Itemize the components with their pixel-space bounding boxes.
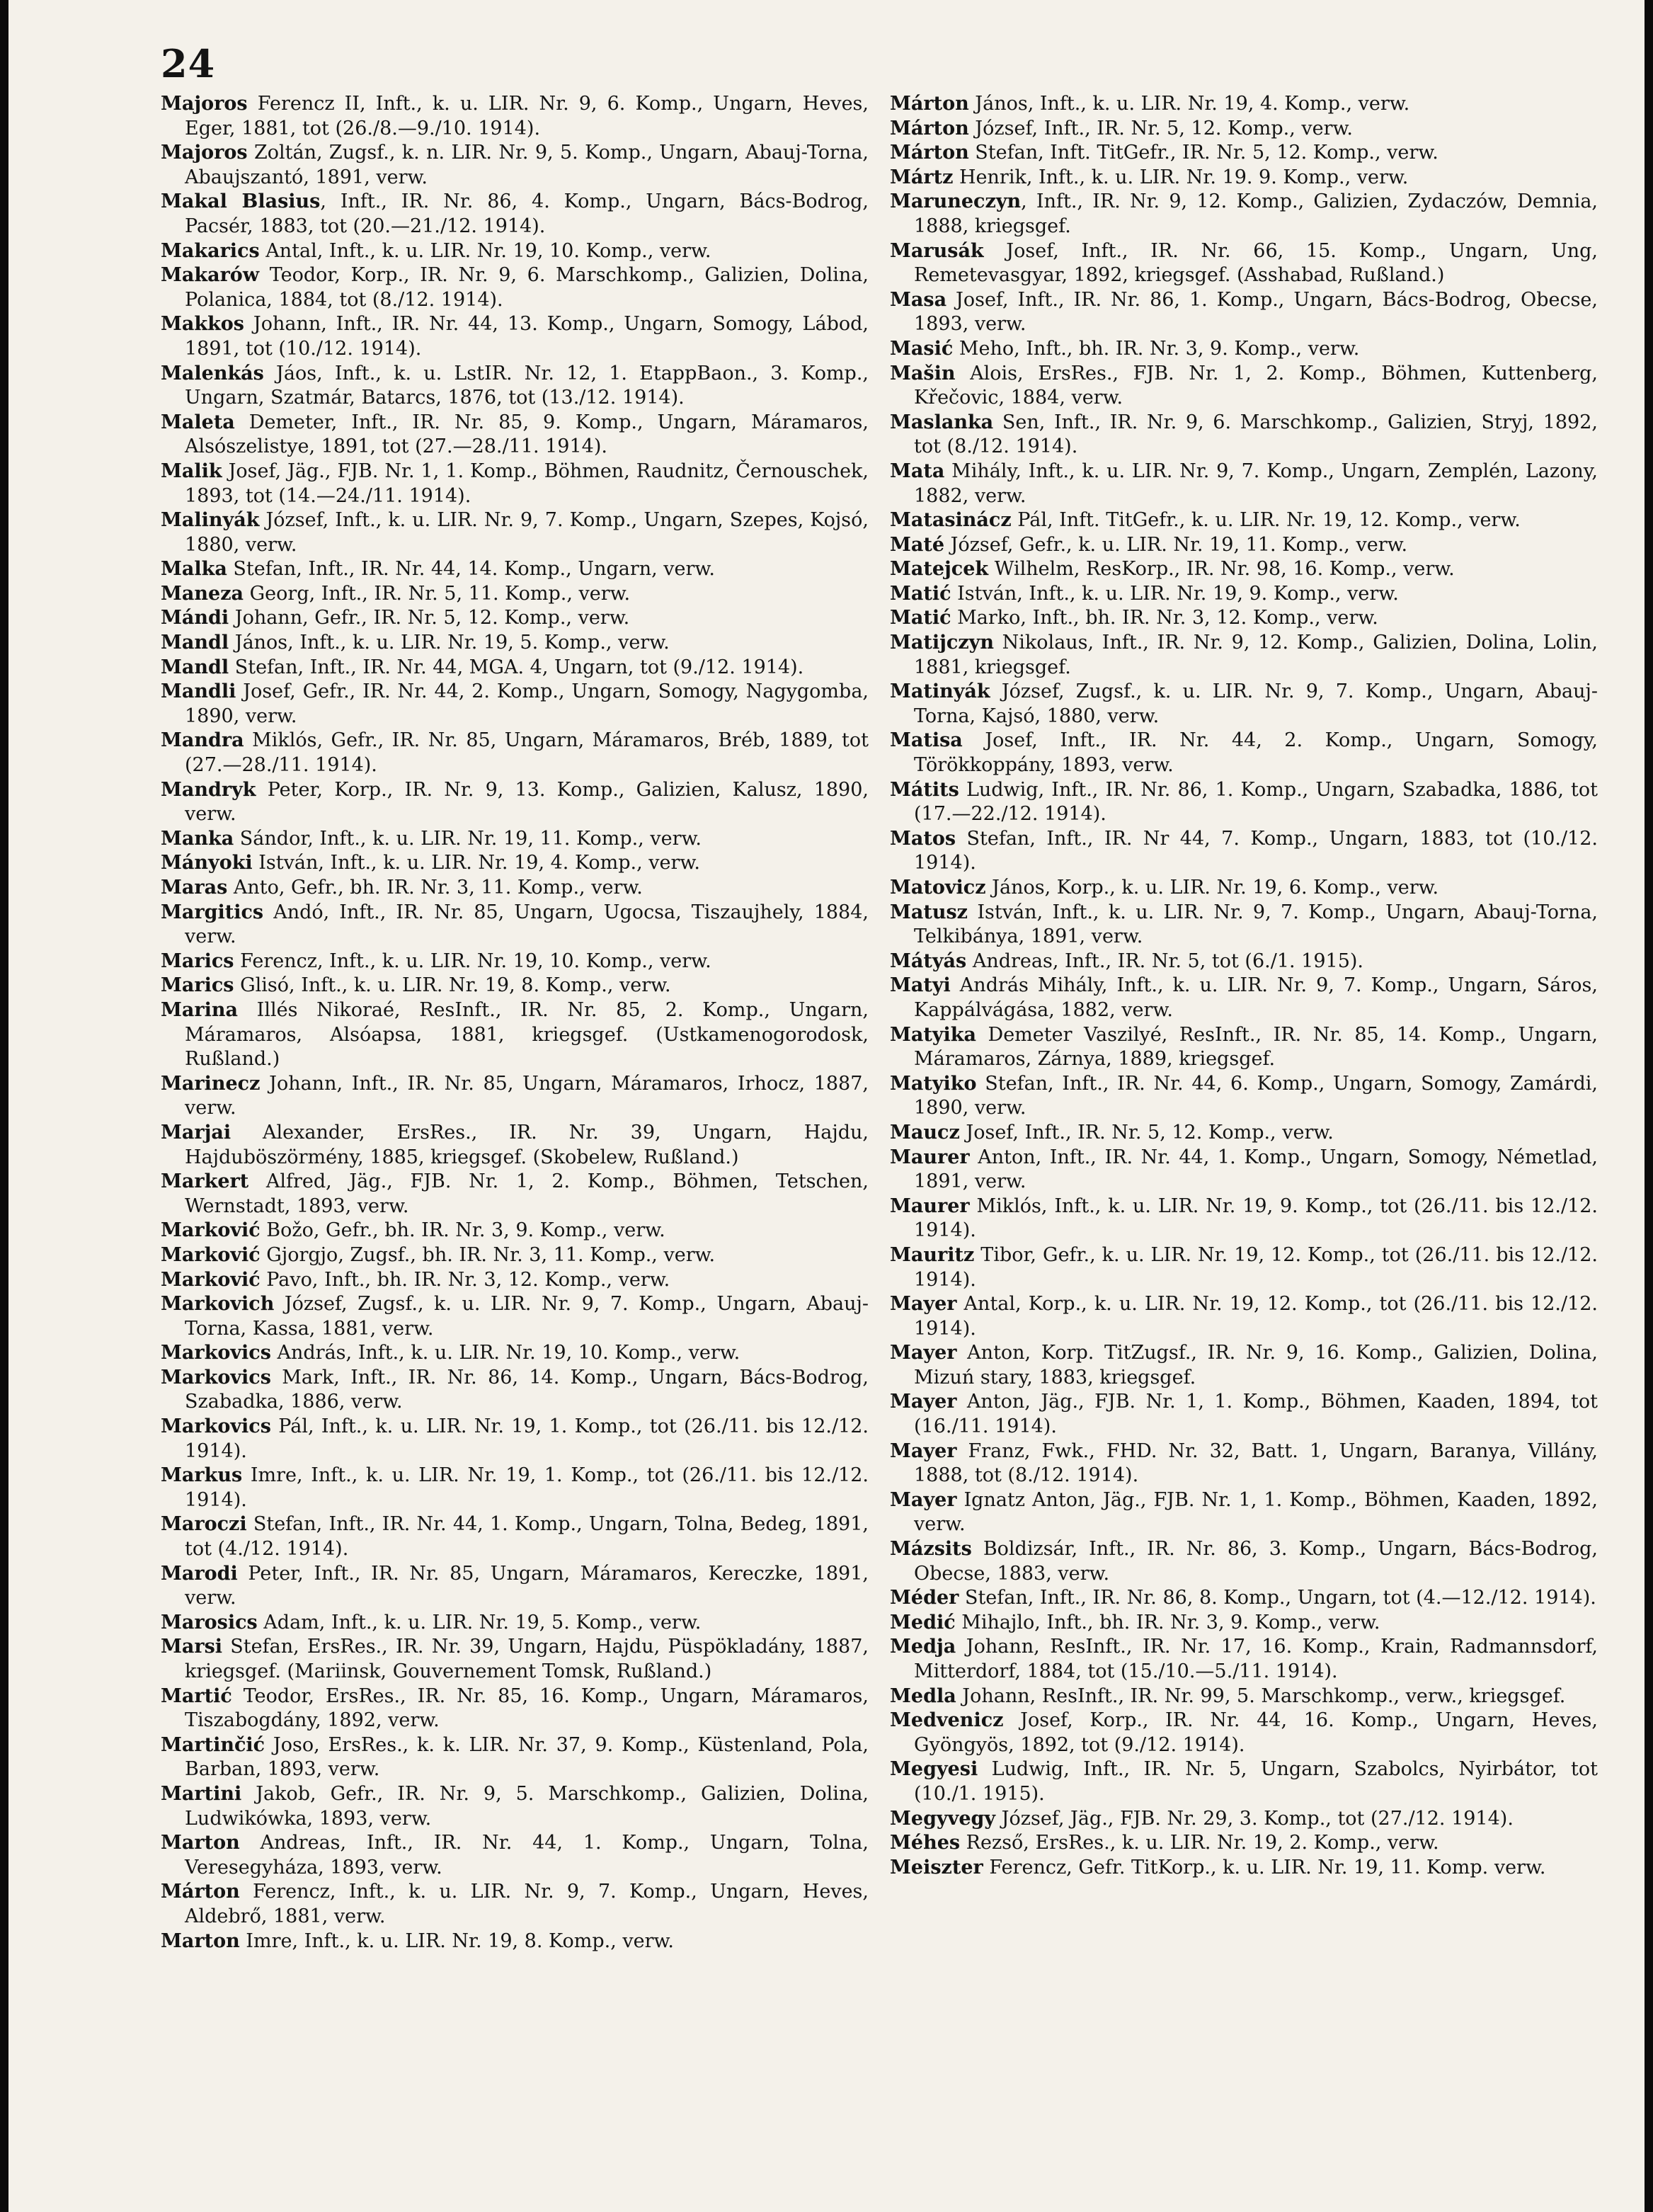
register-entry — [161, 901, 869, 950]
register-entry — [890, 778, 1598, 827]
register-entry — [161, 1733, 869, 1782]
entry-details: Teodor, ErsRes., IR. Nr. 85, 16. Komp., Ungarn, Máramaros, Tiszabogdány, 1892, verw. — [185, 1684, 869, 1732]
entry-surname: Marosics — [161, 1611, 258, 1634]
register-entry — [890, 1757, 1598, 1806]
register-entry — [890, 337, 1598, 362]
entry-details: Stefan, Inft., IR. Nr 44, 7. Komp., Ungarn, 1883, tot (10./12. 1914). — [914, 827, 1598, 874]
entry-details: Johann, ResInft., IR. Nr. 17, 16. Komp., Krain, Radmannsdorf, Mitterdorf, 1884, tot (15./10.—5./11. 1914). — [914, 1636, 1598, 1682]
entry-details: János, Korp., k. u. LIR. Nr. 19, 6. Komp., verw. — [985, 877, 1439, 899]
entry-details: Franz, Fwk., FHD. Nr. 32, Batt. 1, Ungarn, Baranya, Villány, 1888, tot (8./12. 1914). — [914, 1439, 1598, 1487]
entry-surname: Marina — [161, 998, 238, 1021]
entry-surname: Mayer — [890, 1439, 957, 1462]
register-entry — [161, 729, 869, 777]
entry-surname: Méder — [890, 1587, 959, 1609]
register-entry — [890, 1586, 1598, 1611]
register-entry — [890, 1243, 1598, 1292]
entry-surname: Matejcek — [890, 558, 989, 581]
entry-surname: Marics — [161, 974, 234, 997]
entry-surname: Malinyák — [161, 509, 260, 532]
entry-details: Rezső, ErsRes., k. u. LIR. Nr. 19, 2. Komp., verw. — [960, 1832, 1439, 1854]
entry-details: Gjorgjo, Zugsf., bh. IR. Nr. 3, 11. Komp., verw. — [260, 1243, 716, 1266]
register-entry — [161, 631, 869, 656]
entry-details: Illés Nikoraé, ResInft., IR. Nr. 85, 2. Komp., Ungarn, Máramaros, Alsóapsa, 1881, kriegsgef. (Ustkamenogorodosk, Rußland.) — [185, 998, 869, 1071]
entry-surname: Markovics — [161, 1366, 271, 1389]
entry-surname: Márton — [161, 1881, 240, 1903]
register-entry — [890, 362, 1598, 411]
entry-details: Wilhelm, ResKorp., IR. Nr. 98, 16. Komp., verw. — [988, 558, 1455, 581]
entry-details: Sándor, Inft., k. u. LIR. Nr. 19, 11. Komp., verw. — [234, 827, 702, 850]
register-entry — [890, 1121, 1598, 1146]
register-entry — [161, 1611, 869, 1636]
entry-surname: Martinčić — [161, 1733, 265, 1756]
register-entry — [161, 1880, 869, 1929]
entry-details: Miklós, Gefr., IR. Nr. 85, Ungarn, Máramaros, Bréb, 1889, tot (27.—28./11. 1914). — [185, 729, 869, 777]
register-entry — [161, 190, 869, 239]
entry-details: Imre, Inft., k. u. LIR. Nr. 19, 1. Komp., tot (26./11. bis 12./12. 1914). — [185, 1464, 869, 1511]
entry-surname: Mátits — [890, 778, 959, 801]
entry-surname: Makal Blasius — [161, 190, 321, 213]
entry-details: József, Inft., k. u. LIR. Nr. 9, 7. Komp., Ungarn, Szepes, Kojsó, 1880, verw. — [185, 509, 869, 556]
entry-details: Ludwig, Inft., IR. Nr. 86, 1. Komp., Ungarn, Szabadka, 1886, tot (17.—22./12. 1914). — [914, 778, 1598, 826]
entry-surname: Matinyák — [890, 680, 990, 703]
entry-details: , Inft., IR. Nr. 9, 12. Komp., Galizien, Zydaczów, Demnia, 1888, kriegsgef. — [914, 190, 1598, 237]
register-entry — [161, 606, 869, 631]
entry-surname: Mayer — [890, 1391, 957, 1413]
entry-details: Tibor, Gefr., k. u. LIR. Nr. 19, 12. Komp., tot (26./11. bis 12./12. 1914). — [914, 1243, 1598, 1291]
entry-surname: Mázsits — [890, 1538, 972, 1561]
register-entry — [890, 1146, 1598, 1195]
entry-details: Ferencz, Gefr. TitKorp., k. u. LIR. Nr. 19, 11. Komp. verw. — [983, 1856, 1546, 1879]
entry-details: István, Inft., k. u. LIR. Nr. 19, 4. Komp., verw. — [252, 852, 700, 874]
entry-surname: Mandl — [161, 656, 229, 678]
entry-surname: Malenkás — [161, 362, 264, 384]
register-entry — [161, 851, 869, 876]
entry-surname: Matasinácz — [890, 509, 1012, 532]
register-entry — [890, 680, 1598, 729]
entry-details: Stefan, Inft., IR. Nr. 44, 6. Komp., Ungarn, Somogy, Zamárdi, 1890, verw. — [914, 1072, 1598, 1119]
register-entry — [161, 998, 869, 1072]
entry-surname: Maroczi — [161, 1513, 247, 1536]
register-entry — [161, 1831, 869, 1880]
entry-surname: Marković — [161, 1243, 261, 1266]
entry-details: Mihajlo, Inft., bh. IR. Nr. 3, 9. Komp., verw. — [955, 1611, 1380, 1634]
entry-surname: Mandra — [161, 729, 244, 752]
entry-details: János, Inft., k. u. LIR. Nr. 19, 5. Komp., verw. — [229, 632, 670, 654]
entry-details: Josef, Inft., IR. Nr. 66, 15. Komp., Ungarn, Ung, Remetevasgyar, 1892, kriegsgef. (Asshabad, Rußland.) — [914, 239, 1598, 287]
entry-details: Antal, Korp., k. u. LIR. Nr. 19, 12. Komp., tot (26./11. bis 12./12. 1914). — [914, 1293, 1598, 1340]
left-column — [161, 92, 869, 1954]
entry-surname: Matisa — [890, 729, 963, 752]
entry-details: Johann, ResInft., IR. Nr. 99, 5. Marschkomp., verw., kriegsgef. — [956, 1684, 1566, 1707]
entry-details: Stefan, Inft., IR. Nr. 44, 1. Komp., Ungarn, Tolna, Bedeg, 1891, tot (4./12. 1914). — [185, 1513, 869, 1561]
register-entry — [161, 876, 869, 901]
entry-surname: Maurer — [890, 1146, 970, 1168]
entry-details: Josef, Jäg., FJB. Nr. 1, 1. Komp., Böhmen, Raudnitz, Černouschek, 1893, tot (14.—24./11. 1914). — [185, 460, 869, 507]
entry-details: István, Inft., k. u. LIR. Nr. 9, 7. Komp., Ungarn, Abauj-Torna, Telkibánya, 1891, verw. — [914, 901, 1598, 948]
entry-surname: Márton — [890, 93, 969, 115]
entry-details: Stefan, ErsRes., IR. Nr. 39, Ungarn, Hajdu, Püspökladány, 1887, kriegsgef. (Mariinsk, Gouvernement Tomsk, Rußland.) — [185, 1636, 869, 1682]
register-entry — [161, 92, 869, 141]
register-entry — [890, 1684, 1598, 1709]
entry-surname: Mandl — [161, 632, 229, 654]
register-entry — [161, 1170, 869, 1219]
register-entry — [890, 729, 1598, 777]
entry-surname: Marinecz — [161, 1072, 261, 1095]
entry-details: Alexander, ErsRes., IR. Nr. 39, Ungarn, Hajdu, Hajduböszörmény, 1885, kriegsgef. (Skobelew, Rußland.) — [185, 1121, 869, 1168]
entry-details: Marko, Inft., bh. IR. Nr. 3, 12. Komp., verw. — [951, 607, 1378, 629]
entry-surname: Mayer — [890, 1342, 957, 1364]
entry-surname: Markovics — [161, 1415, 271, 1438]
entry-surname: Mašin — [890, 362, 956, 384]
entry-surname: Makarów — [161, 264, 260, 287]
entry-details: Henrik, Inft., k. u. LIR. Nr. 19. 9. Komp., verw. — [953, 166, 1409, 188]
right-column — [890, 92, 1598, 1880]
entry-details: Andreas, Inft., IR. Nr. 44, 1. Komp., Ungarn, Tolna, Veresegyháza, 1893, verw. — [185, 1832, 869, 1879]
entry-details: Jáos, Inft., k. u. LstIR. Nr. 12, 1. EtappBaon., 3. Komp., Ungarn, Szatmár, Batarcs, 1876, tot (13./12. 1914). — [185, 362, 869, 409]
register-entry — [890, 901, 1598, 950]
entry-details: Jakob, Gefr., IR. Nr. 9, 5. Marschkomp., Galizien, Dolina, Ludwikówka, 1893, verw. — [185, 1782, 869, 1830]
entry-surname: Medić — [890, 1611, 956, 1634]
entry-surname: Márton — [890, 117, 969, 139]
entry-surname: Marusák — [890, 239, 984, 262]
entry-details: Johann, Gefr., IR. Nr. 5, 12. Komp., verw. — [229, 607, 630, 629]
entry-details: Anton, Inft., IR. Nr. 44, 1. Komp., Ungarn, Somogy, Németlad, 1891, verw. — [914, 1146, 1598, 1193]
entry-details: Josef, Gefr., IR. Nr. 44, 2. Komp., Ungarn, Somogy, Nagygomba, 1890, verw. — [185, 680, 869, 727]
entry-details: Glisó, Inft., k. u. LIR. Nr. 19, 8. Komp., verw. — [234, 974, 671, 997]
entry-surname: Malik — [161, 460, 222, 482]
entry-details: Andó, Inft., IR. Nr. 85, Ungarn, Ugocsa, Tiszaujhely, 1884, verw. — [185, 901, 869, 948]
entry-details: Ferencz II, Inft., k. u. LIR. Nr. 9, 6. Komp., Ungarn, Heves, Eger, 1881, tot (26./8.—9./10. 1914). — [185, 93, 869, 139]
entry-details: Meho, Inft., bh. IR. Nr. 3, 9. Komp., verw. — [953, 337, 1360, 360]
entry-surname: Maurer — [890, 1195, 970, 1217]
register-entry — [161, 1562, 869, 1611]
entry-surname: Matovicz — [890, 877, 986, 899]
register-entry — [161, 1341, 869, 1366]
entry-details: Demeter Vaszilyé, ResInft., IR. Nr. 85, 14. Komp., Ungarn, Máramaros, Zárnya, 1889, kriegsgef. — [914, 1023, 1598, 1071]
entry-details: Peter, Inft., IR. Nr. 85, Ungarn, Máramaros, Kereczke, 1891, verw. — [185, 1562, 869, 1609]
entry-details: József, Gefr., k. u. LIR. Nr. 19, 11. Komp., verw. — [944, 533, 1408, 556]
entry-details: Ignatz Anton, Jäg., FJB. Nr. 1, 1. Komp., Böhmen, Kaaden, 1892, verw. — [914, 1488, 1598, 1536]
register-entry — [890, 582, 1598, 607]
entry-details: Pavo, Inft., bh. IR. Nr. 3, 12. Komp., verw. — [260, 1268, 670, 1291]
entry-details: József, Zugsf., k. u. LIR. Nr. 9, 7. Komp., Ungarn, Abauj-Torna, Kassa, 1881, verw. — [185, 1293, 869, 1340]
register-entry — [161, 411, 869, 460]
entry-surname: Mátyás — [890, 950, 967, 972]
register-entry — [890, 411, 1598, 460]
entry-surname: Masa — [890, 288, 947, 311]
register-entry — [161, 1929, 869, 1954]
entry-surname: Matyiko — [890, 1072, 977, 1095]
register-entry — [161, 1415, 869, 1464]
register-entry — [890, 190, 1598, 239]
entry-surname: Maruneczyn — [890, 190, 1022, 213]
register-entry — [161, 1243, 869, 1268]
entry-surname: Makkos — [161, 313, 245, 336]
entry-surname: Matos — [890, 827, 956, 850]
register-entry — [161, 582, 869, 607]
entry-details: Peter, Korp., IR. Nr. 9, 13. Komp., Galizien, Kalusz, 1890, verw. — [185, 778, 869, 826]
entry-surname: Markert — [161, 1170, 249, 1193]
register-entry — [890, 1195, 1598, 1243]
register-entry — [890, 974, 1598, 1022]
entry-details: Pál, Inft. TitGefr., k. u. LIR. Nr. 19, 12. Komp., verw. — [1011, 509, 1521, 532]
entry-surname: Maneza — [161, 582, 244, 605]
entry-details: Adam, Inft., k. u. LIR. Nr. 19, 5. Komp., verw. — [257, 1611, 702, 1634]
register-entry — [890, 631, 1598, 680]
entry-details: Ferencz, Inft., k. u. LIR. Nr. 9, 7. Komp., Ungarn, Heves, Aldebrő, 1881, verw. — [185, 1881, 869, 1927]
entry-details: Stefan, Inft. TitGefr., IR. Nr. 5, 12. Komp., verw. — [968, 142, 1438, 164]
register-entry — [161, 362, 869, 411]
entry-surname: Mártz — [890, 166, 954, 188]
register-entry — [890, 557, 1598, 582]
register-entry — [890, 92, 1598, 117]
entry-surname: Mata — [890, 460, 945, 482]
entry-details: Ludwig, Inft., IR. Nr. 5, Ungarn, Szabolcs, Nyirbátor, tot (10./1. 1915). — [914, 1758, 1598, 1805]
register-entry — [161, 1464, 869, 1512]
entry-surname: Mauritz — [890, 1243, 975, 1266]
entry-surname: Malka — [161, 558, 227, 581]
entry-details: Miklós, Inft., k. u. LIR. Nr. 19, 9. Komp., tot (26./11. bis 12./12. 1914). — [914, 1195, 1598, 1242]
register-entry — [890, 827, 1598, 876]
register-entry — [890, 1831, 1598, 1856]
register-entry — [161, 1512, 869, 1561]
entry-surname: Matić — [890, 582, 951, 605]
entry-surname: Marsi — [161, 1636, 223, 1658]
register-entry — [890, 876, 1598, 901]
entry-details: Mihály, Inft., k. u. LIR. Nr. 9, 7. Komp., Ungarn, Zemplén, Lazony, 1882, verw. — [914, 460, 1598, 507]
entry-surname: Mayer — [890, 1488, 957, 1511]
entry-details: József, Jäg., FJB. Nr. 29, 3. Komp., tot (27./12. 1914). — [995, 1807, 1514, 1830]
entry-details: Stefan, Inft., IR. Nr. 44, 14. Komp., Ungarn, verw. — [227, 558, 715, 581]
entry-surname: Maslanka — [890, 411, 994, 433]
entry-details: Boldizsár, Inft., IR. Nr. 86, 3. Komp., Ungarn, Bács-Bodrog, Obecse, 1883, verw. — [914, 1538, 1598, 1585]
entry-surname: Mayer — [890, 1293, 957, 1316]
register-entry — [890, 1807, 1598, 1832]
register-entry — [161, 974, 869, 998]
entry-details: Anton, Korp. TitZugsf., IR. Nr. 9, 16. Komp., Galizien, Dolina, Mizuń stary, 1883, kriegsgef. — [914, 1342, 1598, 1389]
register-entry — [890, 1072, 1598, 1121]
entry-surname: Maras — [161, 877, 228, 899]
entry-surname: Martić — [161, 1684, 232, 1707]
register-entry — [890, 288, 1598, 337]
entry-details: Andreas, Inft., IR. Nr. 5, tot (6./1. 1915). — [966, 950, 1363, 972]
entry-details: Imre, Inft., k. u. LIR. Nr. 19, 8. Komp., verw. — [239, 1929, 674, 1952]
entry-surname: Medvenicz — [890, 1709, 1004, 1732]
entry-surname: Markovics — [161, 1342, 271, 1364]
entry-details: Johann, Inft., IR. Nr. 44, 13. Komp., Ungarn, Somogy, Lábod, 1891, tot (10./12. 1914). — [185, 313, 869, 360]
entry-surname: Megyvegy — [890, 1807, 996, 1830]
register-entry — [890, 1439, 1598, 1488]
entry-surname: Maleta — [161, 411, 235, 433]
entry-surname: Masić — [890, 337, 954, 360]
entry-surname: Méhes — [890, 1832, 961, 1854]
entry-surname: Marjai — [161, 1121, 231, 1144]
register-entry — [890, 508, 1598, 533]
register-entry — [161, 239, 869, 264]
register-entry — [890, 1856, 1598, 1881]
register-entry — [890, 1709, 1598, 1757]
entry-details: Johann, Inft., IR. Nr. 85, Ungarn, Máramaros, Irhocz, 1887, verw. — [185, 1072, 869, 1119]
entry-surname: Marton — [161, 1929, 240, 1952]
entry-details: Josef, Inft., IR. Nr. 86, 1. Komp., Ungarn, Bács-Bodrog, Obecse, 1893, verw. — [914, 288, 1598, 336]
entry-surname: Medla — [890, 1684, 956, 1707]
entry-surname: Margitics — [161, 901, 264, 923]
entry-details: Alois, ErsRes., FJB. Nr. 1, 2. Komp., Böhmen, Kuttenberg, Křečovic, 1884, verw. — [914, 362, 1598, 409]
entry-details: Pál, Inft., k. u. LIR. Nr. 19, 1. Komp., tot (26./11. bis 12./12. 1914). — [185, 1415, 869, 1462]
entry-details: János, Inft., k. u. LIR. Nr. 19, 4. Komp., verw. — [968, 93, 1410, 115]
entry-details: Sen, Inft., IR. Nr. 9, 6. Marschkomp., Galizien, Stryj, 1892, tot (8./12. 1914). — [914, 411, 1598, 458]
entry-surname: Makarics — [161, 239, 260, 262]
register-entry — [161, 1072, 869, 1121]
register-entry — [890, 117, 1598, 142]
entry-surname: Marton — [161, 1832, 240, 1854]
entry-details: Antal, Inft., k. u. LIR. Nr. 19, 10. Komp., verw. — [259, 239, 711, 262]
entry-surname: Marics — [161, 950, 234, 972]
entry-surname: Marković — [161, 1219, 261, 1242]
page-number: 24 — [161, 41, 216, 86]
entry-details: Anto, Gefr., bh. IR. Nr. 3, 11. Komp., verw. — [227, 877, 643, 899]
entry-surname: Martini — [161, 1782, 242, 1805]
register-entry — [161, 950, 869, 974]
register-entry — [161, 778, 869, 827]
register-entry — [890, 1488, 1598, 1537]
entry-surname: Matijczyn — [890, 632, 994, 654]
entry-details: Alfred, Jäg., FJB. Nr. 1, 2. Komp., Böhmen, Tetschen, Wernstadt, 1893, verw. — [185, 1170, 869, 1217]
entry-surname: Marković — [161, 1268, 261, 1291]
register-entry — [161, 508, 869, 557]
register-entry — [161, 827, 869, 852]
register-entry — [161, 1292, 869, 1341]
register-entry — [890, 533, 1598, 558]
entry-surname: Matić — [890, 607, 951, 629]
register-entry — [161, 141, 869, 190]
entry-surname: Maté — [890, 533, 945, 556]
entry-details: Josef, Inft., IR. Nr. 44, 2. Komp., Ungarn, Somogy, Törökkoppány, 1893, verw. — [914, 729, 1598, 777]
entry-details: Stefan, Inft., IR. Nr. 86, 8. Komp., Ungarn, tot (4.—12./12. 1914). — [959, 1587, 1596, 1609]
register-entry — [161, 1684, 869, 1733]
register-entry — [890, 1023, 1598, 1072]
entry-details: Demeter, Inft., IR. Nr. 85, 9. Komp., Ungarn, Máramaros, Alsószelistye, 1891, tot (27.—28./11. 1914). — [185, 411, 869, 458]
entry-surname: Mandryk — [161, 778, 256, 801]
register-entry — [161, 557, 869, 582]
entry-details: Anton, Jäg., FJB. Nr. 1, 1. Komp., Böhmen, Kaaden, 1894, tot (16./11. 1914). — [914, 1391, 1598, 1438]
register-entry — [161, 312, 869, 361]
entry-surname: Matusz — [890, 901, 968, 923]
register-entry — [890, 460, 1598, 508]
entry-details: Mark, Inft., IR. Nr. 86, 14. Komp., Ungarn, Bács-Bodrog, Szabadka, 1886, verw. — [185, 1366, 869, 1413]
register-entry — [890, 239, 1598, 288]
entry-details: Ferencz, Inft., k. u. LIR. Nr. 19, 10. Komp., verw. — [234, 950, 711, 972]
register-entry — [161, 1366, 869, 1415]
register-entry — [161, 1219, 869, 1243]
entry-surname: Megyesi — [890, 1758, 978, 1781]
entry-details: Josef, Korp., IR. Nr. 44, 16. Komp., Ungarn, Heves, Gyöngyös, 1892, tot (9./12. 1914). — [914, 1709, 1598, 1756]
register-entry — [161, 680, 869, 729]
register-entry — [890, 141, 1598, 166]
register-entry — [161, 1268, 869, 1293]
entry-surname: Medja — [890, 1636, 956, 1658]
entry-surname: Maucz — [890, 1121, 960, 1144]
register-entry — [890, 1341, 1598, 1390]
entry-details: Joso, ErsRes., k. k. LIR. Nr. 37, 9. Komp., Küstenland, Pola, Barban, 1893, verw. — [185, 1733, 869, 1781]
entry-surname: Mándi — [161, 607, 229, 629]
entry-surname: Márton — [890, 142, 969, 164]
entry-details: András, Inft., k. u. LIR. Nr. 19, 10. Komp., verw. — [270, 1342, 740, 1364]
register-entry — [161, 1121, 869, 1170]
entry-details: , Inft., IR. Nr. 86, 4. Komp., Ungarn, Bács-Bodrog, Pacsér, 1883, tot (20.—21./12. 1914). — [185, 190, 869, 237]
entry-details: József, Zugsf., k. u. LIR. Nr. 9, 7. Komp., Ungarn, Abauj-Torna, Kajsó, 1880, verw. — [914, 680, 1598, 727]
entry-surname: Majoros — [161, 93, 248, 115]
entry-details: Božo, Gefr., bh. IR. Nr. 3, 9. Komp., verw. — [260, 1219, 665, 1242]
entry-surname: Manka — [161, 827, 234, 850]
entry-surname: Meiszter — [890, 1856, 983, 1879]
register-entry — [890, 1537, 1598, 1586]
register-entry — [161, 460, 869, 508]
entry-details: Georg, Inft., IR. Nr. 5, 11. Komp., verw. — [244, 582, 631, 605]
entry-surname: Matyika — [890, 1023, 977, 1046]
entry-details: Nikolaus, Inft., IR. Nr. 9, 12. Komp., Galizien, Dolina, Lolin, 1881, kriegsgef. — [914, 632, 1598, 678]
register-entry — [890, 1635, 1598, 1684]
entry-details: József, Inft., IR. Nr. 5, 12. Komp., verw. — [968, 117, 1353, 139]
entry-surname: Majoros — [161, 142, 248, 164]
register-entry — [890, 1390, 1598, 1439]
register-entry — [161, 656, 869, 680]
entry-surname: Mandli — [161, 680, 236, 703]
register-entry — [890, 1292, 1598, 1341]
entry-surname: Mányoki — [161, 852, 253, 874]
entry-surname: Matyi — [890, 974, 951, 997]
register-entry — [161, 263, 869, 312]
entry-details: István, Inft., k. u. LIR. Nr. 19, 9. Komp., verw. — [951, 582, 1399, 605]
entry-details: Teodor, Korp., IR. Nr. 9, 6. Marschkomp., Galizien, Dolina, Polanica, 1884, tot (8./12. 1914). — [185, 264, 869, 311]
register-entry — [890, 166, 1598, 190]
register-entry — [890, 1611, 1598, 1636]
entry-surname: Markovich — [161, 1293, 275, 1316]
entry-details: Zoltán, Zugsf., k. n. LIR. Nr. 9, 5. Komp., Ungarn, Abauj-Torna, Abaujszantó, 1891, verw. — [185, 142, 869, 188]
entry-details: András Mihály, Inft., k. u. LIR. Nr. 9, 7. Komp., Ungarn, Sáros, Kappálvágása, 1882, verw. — [914, 974, 1598, 1021]
register-entry — [161, 1635, 869, 1684]
register-entry — [890, 950, 1598, 974]
entry-details: Josef, Inft., IR. Nr. 5, 12. Komp., verw. — [959, 1121, 1334, 1144]
register-entry — [890, 606, 1598, 631]
entry-surname: Marodi — [161, 1562, 238, 1585]
entry-surname: Markus — [161, 1464, 243, 1487]
register-entry — [161, 1782, 869, 1831]
entry-details: Stefan, Inft., IR. Nr. 44, MGA. 4, Ungarn, tot (9./12. 1914). — [229, 656, 804, 678]
